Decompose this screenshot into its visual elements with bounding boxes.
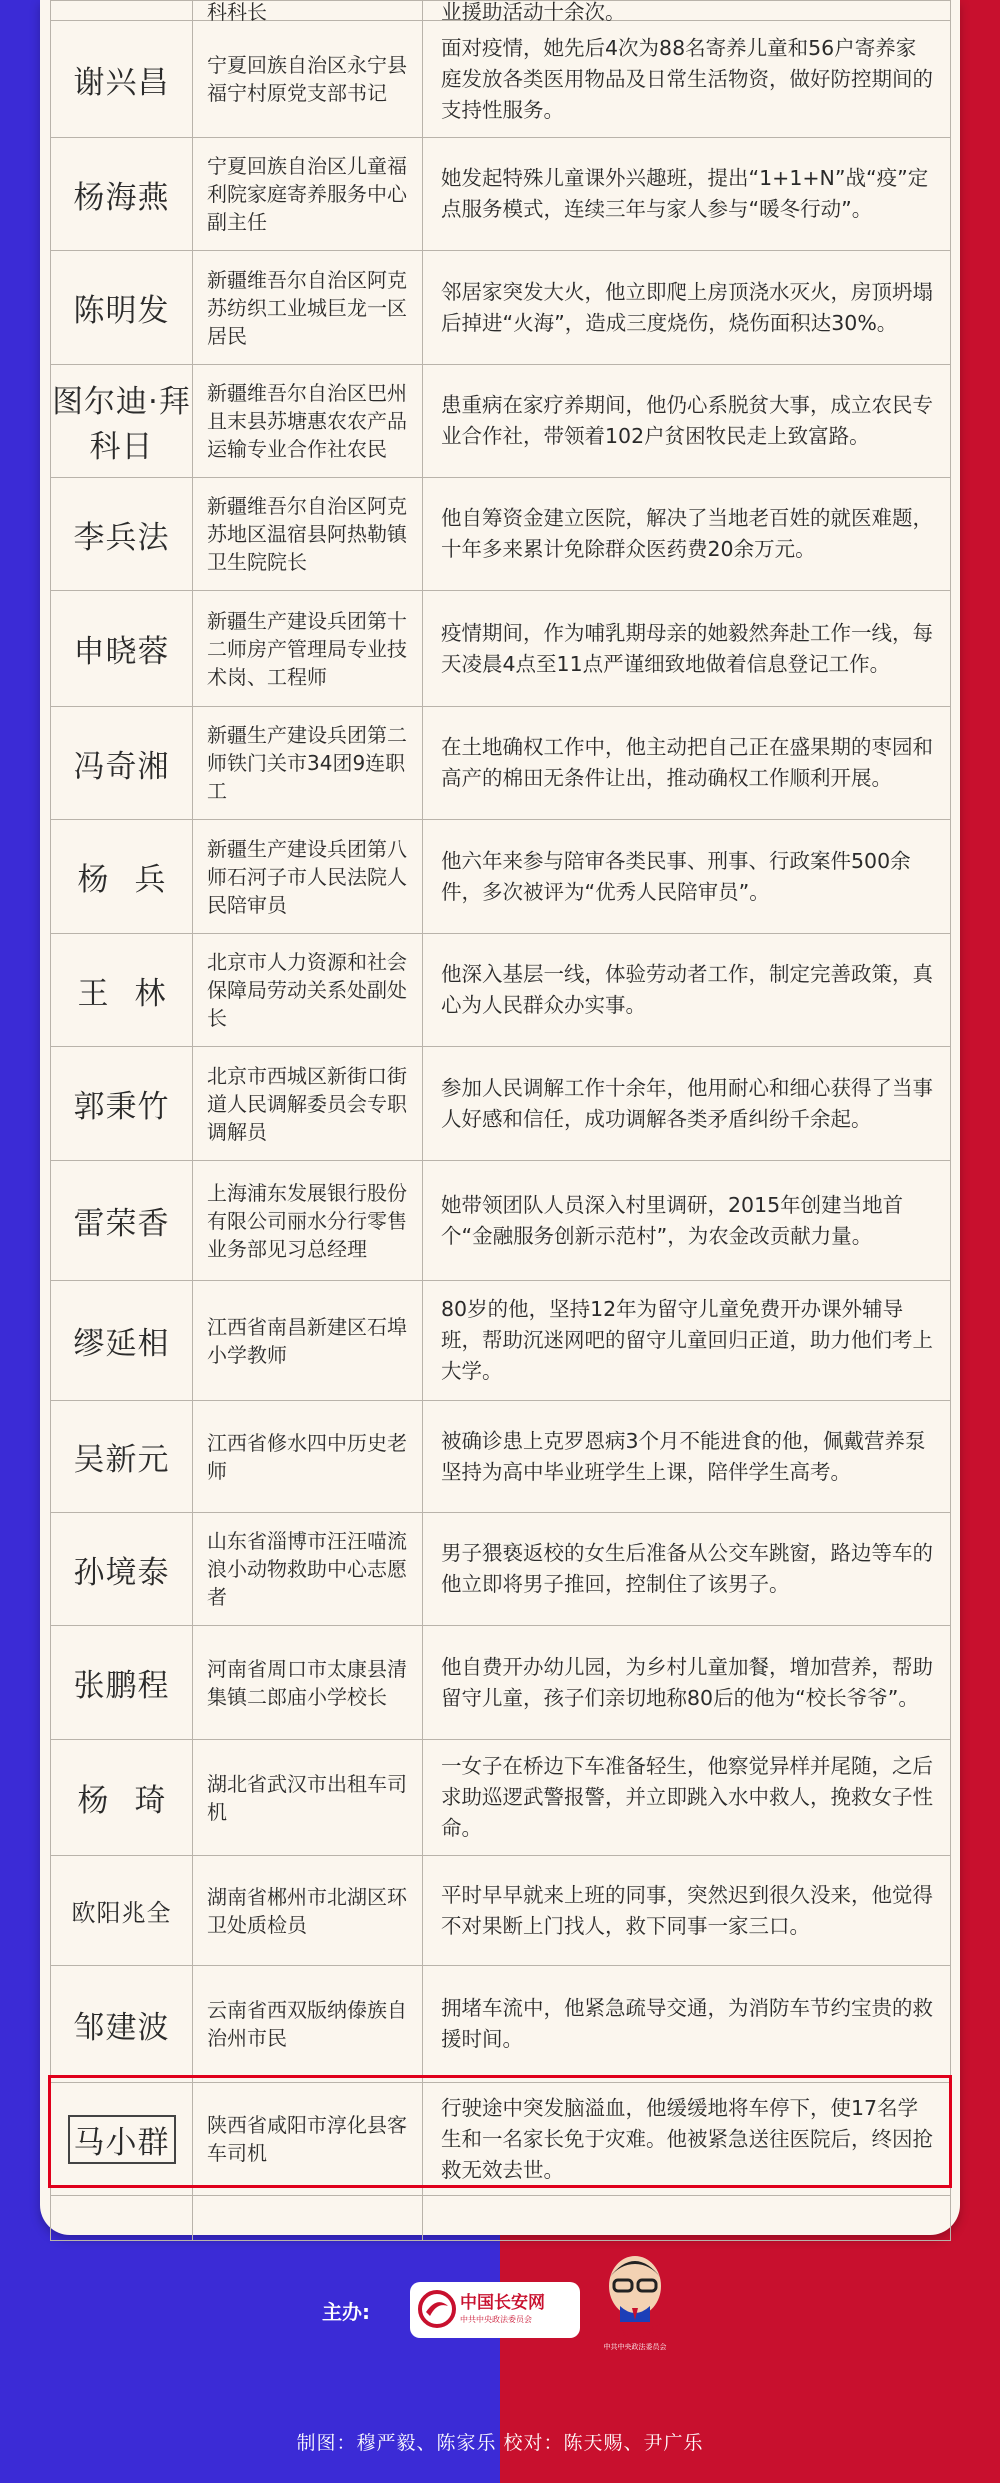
table-row-empty: [51, 2196, 951, 2241]
sponsor-bar: [0, 2268, 1000, 2378]
person-unit: 新疆生产建设兵团第十二师房产管理局专业技术岗、工程师: [193, 591, 423, 707]
person-name: 邹建波: [51, 1966, 193, 2083]
logo1-name: 中国长安网: [460, 2293, 545, 2313]
person-deed: 他六年来参与陪审各类民事、刑事、行政案件500余件，多次被评为“优秀人民陪审员”。: [423, 820, 951, 934]
person-deed: 被确诊患上克罗恩病3个月不能进食的他，佩戴营养泵坚持为高中毕业班学生上课，陪伴学生高考。: [423, 1401, 951, 1513]
table-row: [51, 820, 951, 934]
logo2-sub: 中共中央政法委员会: [603, 2343, 667, 2351]
table-row: [51, 251, 951, 365]
person-name: 吴新元: [51, 1401, 193, 1513]
person-name: 冯奇湘: [51, 707, 193, 820]
person-unit: 河南省周口市太康县清集镇二郎庙小学校长: [193, 1626, 423, 1740]
person-deed: 在土地确权工作中，他主动把自己正在盛果期的枣园和高产的棉田无条件让出，推动确权工作顺利开展。: [423, 707, 951, 820]
table-row: [51, 1740, 951, 1856]
logo2-name: 长安剑: [615, 2322, 661, 2340]
person-name: 杨海燕: [51, 138, 193, 251]
swirl-icon: [418, 2290, 456, 2328]
person-name: 李兵法: [51, 478, 193, 591]
person-deed: 80岁的他，坚持12年为留守儿童免费开办课外辅导班，帮助沉迷网吧的留守儿童回归正道，助力他们考上大学。: [423, 1281, 951, 1401]
table-row-highlighted: [51, 2083, 951, 2196]
person-deed: 邻居家突发大火，他立即爬上房顶浇水灭火，房顶坍塌后掉进“火海”，造成三度烧伤，烧伤面积达30%。: [423, 251, 951, 365]
honor-table: [50, 0, 951, 2241]
table-row: [51, 591, 951, 707]
person-name: 缪延相: [51, 1281, 193, 1401]
person-unit: 北京市人力资源和社会保障局劳动关系处副处长: [193, 934, 423, 1047]
chinapeace-logo[interactable]: [410, 2282, 580, 2338]
credits-line: 制图：穆严毅、陈家乐 校对：陈天赐、尹广乐: [296, 2432, 704, 2454]
person-name: 申晓蓉: [51, 591, 193, 707]
person-unit: 新疆维吾尔自治区巴州且末县苏塘惠农农产品运输专业合作社农民: [193, 365, 423, 478]
person-deed: 参加人民调解工作十余年，他用耐心和细心获得了当事人好感和信任，成功调解各类矛盾纠纷千余起。: [423, 1047, 951, 1161]
table-row: [51, 934, 951, 1047]
person-deed: 患重病在家疗养期间，他仍心系脱贫大事，成立农民专业合作社，带领着102户贫困牧民走上致富路。: [423, 365, 951, 478]
person-unit: 宁夏回族自治区永宁县福宁村原党支部书记: [193, 21, 423, 138]
person-name: 谢兴昌: [51, 21, 193, 138]
person-deed: 她带领团队人员深入村里调研，2015年创建当地首个“金融服务创新示范村”，为农金改贡献力量。: [423, 1161, 951, 1281]
person-unit: 新疆维吾尔自治区阿克苏纺织工业城巨龙一区居民: [193, 251, 423, 365]
table-row: [51, 1401, 951, 1513]
person-deed: 他自筹资金建立医院，解决了当地老百姓的就医难题，十年多来累计免除群众医药费20余万元。: [423, 478, 951, 591]
table-row: [51, 1161, 951, 1281]
table-row: [51, 1966, 951, 2083]
person-name: 杨琦: [51, 1740, 193, 1856]
person-unit: 湖北省武汉市出租车司机: [193, 1740, 423, 1856]
person-deed: [423, 2196, 951, 2241]
person-unit: 陕西省咸阳市淳化县客车司机: [193, 2083, 423, 2196]
person-unit: 江西省修水四中历史老师: [193, 1401, 423, 1513]
person-name: 图尔迪·拜科日: [51, 365, 193, 478]
name-box: 马小群: [68, 2115, 176, 2164]
person-unit: 湖南省郴州市北湖区环卫处质检员: [193, 1856, 423, 1966]
person-unit: 北京市西城区新街口街道人民调解委员会专职调解员: [193, 1047, 423, 1161]
person-name-highlighted: [51, 2083, 193, 2196]
table-row: [51, 365, 951, 478]
person-unit: 上海浦东发展银行股份有限公司丽水分行零售业务部见习总经理: [193, 1161, 423, 1281]
table-row: [51, 478, 951, 591]
person-unit: 科科长: [193, 1, 423, 21]
person-unit: 江西省南昌新建区石埠小学教师: [193, 1281, 423, 1401]
table-row: [51, 1047, 951, 1161]
table-row: [51, 1513, 951, 1626]
person-deed: 业援助活动十余次。: [423, 1, 951, 21]
person-deed: 一女子在桥边下车准备轻生，他察觉异样并尾随，之后求助巡逻武警报警，并立即跳入水中救人，挽救女子性命。: [423, 1740, 951, 1856]
sponsor-label: 主办:: [322, 2300, 370, 2324]
person-unit: 新疆生产建设兵团第二师铁门关市34团9连职工: [193, 707, 423, 820]
person-name: 郭秉竹: [51, 1047, 193, 1161]
honor-list-card: [40, 0, 960, 2235]
person-deed: 他自费开办幼儿园，为乡村儿童加餐，增加营养，帮助留守儿童，孩子们亲切地称80后的他为“校长爷爷”。: [423, 1626, 951, 1740]
table-row: [51, 138, 951, 251]
person-name: 杨兵: [51, 820, 193, 934]
person-name: [51, 1, 193, 21]
person-name: 雷荣香: [51, 1161, 193, 1281]
person-unit: 新疆生产建设兵团第八师石河子市人民法院人民陪审员: [193, 820, 423, 934]
table-row: [51, 21, 951, 138]
person-deed: 她发起特殊儿童课外兴趣班，提出“1+1+N”战“疫”定点服务模式，连续三年与家人参与“暖冬行动”。: [423, 138, 951, 251]
logo1-sub: 中共中央政法委员会: [460, 2315, 532, 2324]
person-deed: 平时早早就来上班的同事，突然迟到很久没来，他觉得不对果断上门找人，救下同事一家三口。: [423, 1856, 951, 1966]
table-row: [51, 1626, 951, 1740]
person-name: 孙境泰: [51, 1513, 193, 1626]
person-unit: 宁夏回族自治区儿童福利院家庭寄养服务中心副主任: [193, 138, 423, 251]
table-row: [51, 1281, 951, 1401]
table-row: [51, 1856, 951, 1966]
person-deed: 行驶途中突发脑溢血，他缓缓地将车停下，使17名学生和一名家长免于灾难。他被紧急送往医院后，终因抢救无效去世。: [423, 2083, 951, 2196]
person-deed: 面对疫情，她先后4次为88名寄养儿童和56户寄养家庭发放各类医用物品及日常生活物资，做好防控期间的支持性服务。: [423, 21, 951, 138]
table-row: [51, 707, 951, 820]
person-name: 张鹏程: [51, 1626, 193, 1740]
changanjian-logo[interactable]: [590, 2250, 680, 2356]
person-deed: 拥堵车流中，他紧急疏导交通，为消防车节约宝贵的救援时间。: [423, 1966, 951, 2083]
person-deed: 疫情期间，作为哺乳期母亲的她毅然奔赴工作一线，每天凌晨4点至11点严谨细致地做着信息登记工作。: [423, 591, 951, 707]
person-name: 陈明发: [51, 251, 193, 365]
person-unit: 新疆维吾尔自治区阿克苏地区温宿县阿热勒镇卫生院院长: [193, 478, 423, 591]
person-name: 欧阳兆全: [51, 1856, 193, 1966]
person-name: 王林: [51, 934, 193, 1047]
person-name: [51, 2196, 193, 2241]
person-deed: 男子猥亵返校的女生后准备从公交车跳窗，路边等车的他立即将男子推回，控制住了该男子。: [423, 1513, 951, 1626]
mascot-icon: [590, 2250, 680, 2322]
person-unit: 云南省西双版纳傣族自治州市民: [193, 1966, 423, 2083]
person-deed: 他深入基层一线，体验劳动者工作，制定完善政策，真心为人民群众办实事。: [423, 934, 951, 1047]
person-unit: [193, 2196, 423, 2241]
person-unit: 山东省淄博市汪汪喵流浪小动物救助中心志愿者: [193, 1513, 423, 1626]
table-row: [51, 1, 951, 21]
